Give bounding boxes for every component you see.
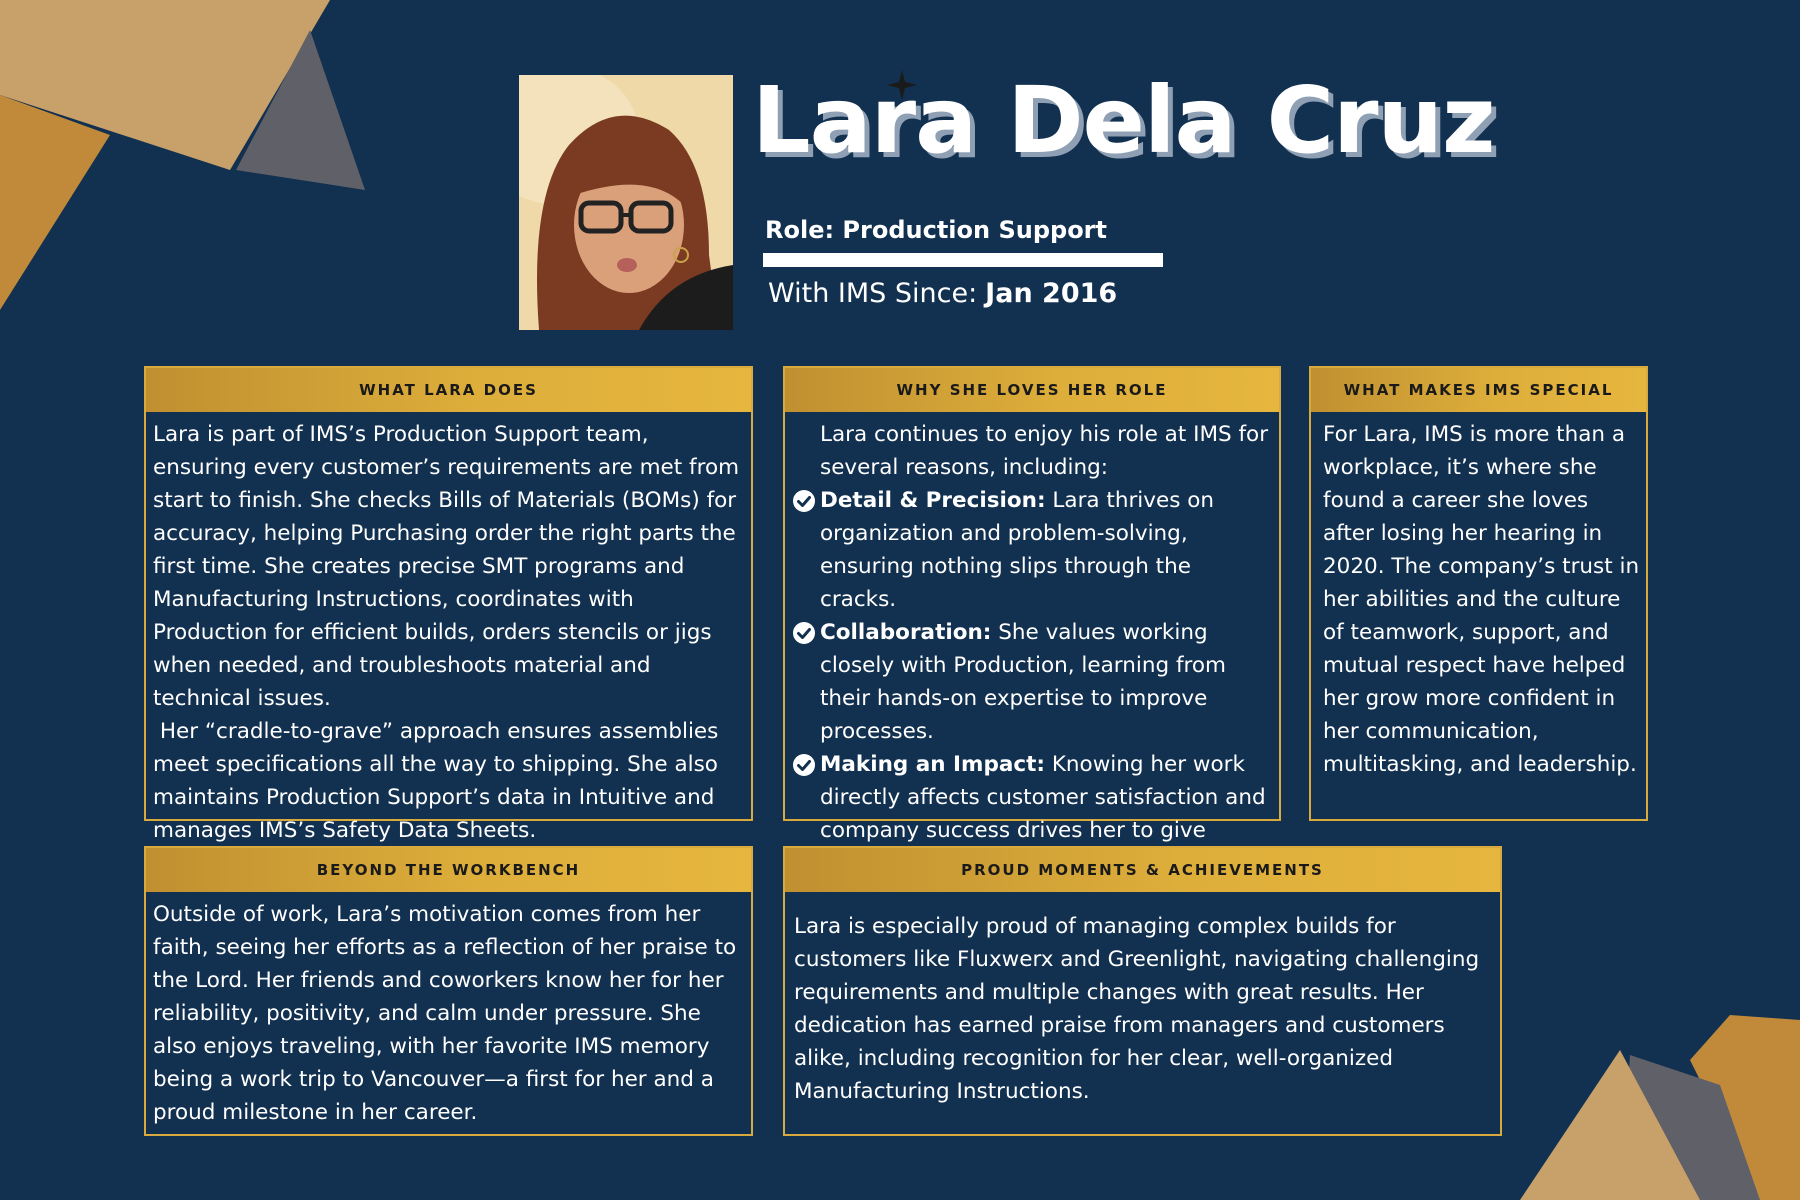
card-paragraph: Lara is especially proud of managing complex builds for customers like Fluxwerx and Greenlight, navigating challenging requirements and multiple changes with great results. Her dedication has earned praise from managers and customers alike, including recognition for her clear, well-organized Manufacturing Instructions.: [794, 914, 1480, 1104]
item-text: Knowing her work directly affects customer satisfaction and company success drives her to give: [820, 752, 1266, 843]
card-title: BEYOND THE WORKBENCH: [146, 848, 751, 892]
check-circle-icon: [793, 754, 815, 776]
card-what-makes-ims-special: [1309, 366, 1648, 821]
card-body: [785, 892, 1500, 1108]
card-beyond-the-workbench: [144, 846, 753, 1136]
item-text: She values working closely with Production, learning from their hands-on expertise to improve processes.: [820, 620, 1226, 744]
card-proud-moments: [783, 846, 1502, 1136]
card-paragraph: Lara is part of IMS’s Production Support team, ensuring every customer’s requirements are met from start to finish. She checks Bills of Materials (BOMs) for accuracy, helping Purchasing order the right parts the first time. She creates precise SMT programs and Manufacturing Instructions, coordinates with Production for efficient builds, orders stencils or jigs when needed, and troubleshoots material and technical issues.: [153, 422, 740, 711]
profile-photo: [519, 75, 733, 330]
role-title: Role: Production Support: [765, 216, 1107, 244]
item-label: Making an Impact:: [820, 752, 1045, 777]
card-title: PROUD MOMENTS & ACHIEVEMENTS: [785, 848, 1500, 892]
card-paragraph: For Lara, IMS is more than a workplace, it’s where she found a career she loves after losing her hearing in 2020. The company’s trust in her abilities and the culture of teamwork, support, and mutual respect have helped her grow more confident in her communication, multitasking, and leadership.: [1323, 422, 1640, 777]
list-item: [789, 616, 1273, 748]
check-circle-icon: [793, 490, 815, 512]
item-text: Lara thrives on organization and problem-solving, ensuring nothing slips through the cracks.: [820, 488, 1215, 612]
tenure: [768, 278, 1117, 309]
card-paragraph: Her “cradle-to-grave” approach ensures assemblies meet specifications all the way to shipping. She also maintains Production Support’s data in Intuitive and manages IMS’s Safety Data Sheets.: [153, 719, 726, 843]
tenure-value: Jan 2016: [985, 278, 1118, 309]
list-item: [789, 484, 1273, 616]
card-body: [785, 412, 1279, 880]
item-label: Detail & Precision:: [820, 488, 1046, 513]
card-body: [146, 892, 751, 1129]
card-title: WHY SHE LOVES HER ROLE: [785, 368, 1279, 412]
card-why-she-loves-her-role: [783, 366, 1281, 843]
card-body: [1311, 412, 1646, 781]
item-label: Collaboration:: [820, 620, 992, 645]
card-title: WHAT LARA DOES: [146, 368, 751, 412]
tenure-label: With IMS Since:: [768, 278, 978, 309]
card-paragraph: Outside of work, Lara’s motivation comes from her faith, seeing her efforts as a reflection of her praise to the Lord. Her friends and coworkers know her for her reliability, positivity, and calm under pressure. She also enjoys traveling, with her favorite IMS memory being a work trip to Vancouver—a first for her and a proud milestone in her career.: [153, 902, 737, 1125]
role-underline: [763, 253, 1163, 267]
check-circle-icon: [793, 622, 815, 644]
card-intro: Lara continues to enjoy his role at IMS for several reasons, including:: [820, 422, 1269, 480]
card-what-lara-does: [144, 366, 753, 843]
employee-name: Lara Dela Cruz: [752, 67, 1495, 174]
card-title: WHAT MAKES IMS SPECIAL: [1311, 368, 1646, 412]
card-body: [146, 412, 751, 847]
